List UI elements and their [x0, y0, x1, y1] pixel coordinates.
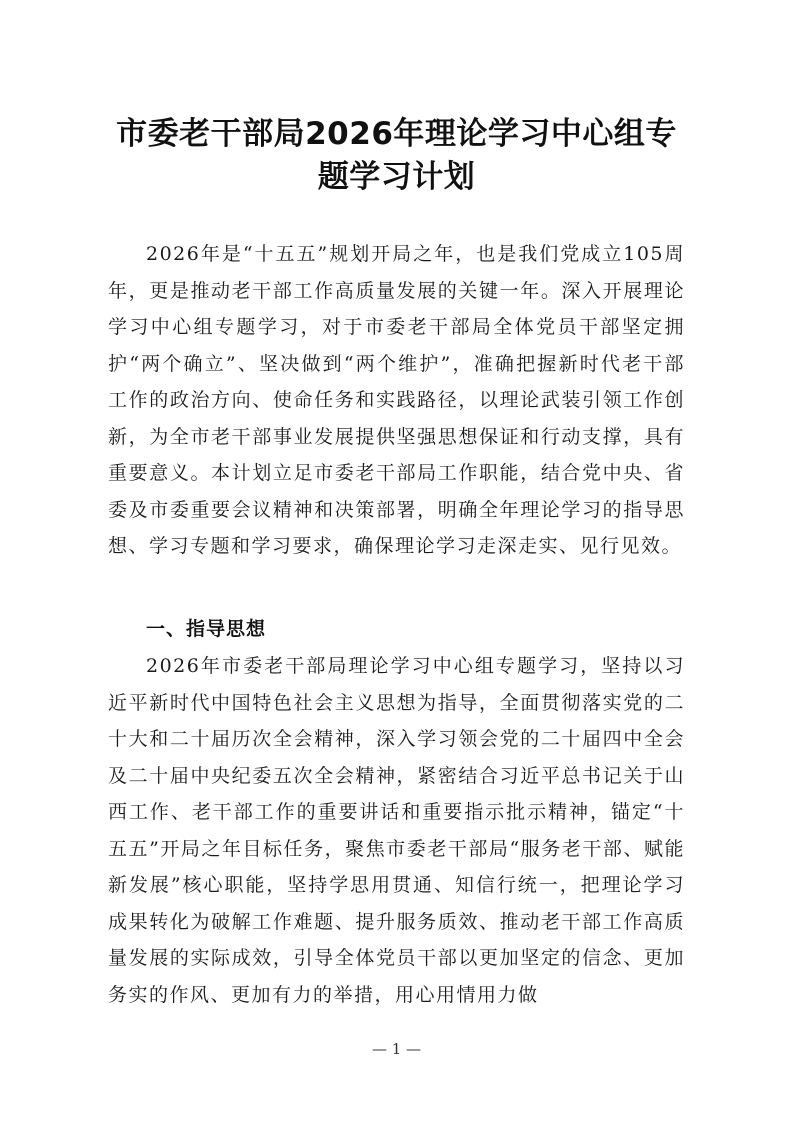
intro-paragraph: 2026年是“十五五”规划开局之年，也是我们党成立105周年，更是推动老干部工作高质量发展的关键一年。深入开展理论学习中心组专题学习，对于市委老干部局全体党员干部坚定拥护“两个确立”、坚决做到“两个维护”，准确把握新时代老干部工作的政治方向、使命任务和实践路径，以理论武装引领工作创新，为全市老干部事业发展提供坚强思想保证和行动支撑，具有重要意义。本计划立足市委老干部局工作职能，结合党中央、省委及市委重要会议精神和决策部署，明确全年理论学习的指导思想、学习专题和学习要求，确保理论学习走深走实、见行见效。 [108, 243, 685, 557]
document-title: 市委老干部局2026年理论学习中心组专题学习计划 [116, 116, 677, 195]
section-heading-guiding-ideology: 一、指导思想 [146, 618, 267, 640]
page-number: — 1 — [371, 1040, 422, 1058]
guiding-ideology-paragraph: 2026年市委老干部局理论学习中心组专题学习，坚持以习近平新时代中国特色社会主义思想为指导，全面贯彻落实党的二十大和二十届历次全会精神，深入学习领会党的二十届四中全会及二十届中央纪委五次全会精神，紧密结合习近平总书记关于山西工作、老干部工作的重要讲话和重要指示批示精神，锚定“十五五”开局之年目标任务，聚焦市委老干部局“服务老干部、赋能新发展”核心职能，坚持学思用贯通、知信行统一，把理论学习成果转化为破解工作难题、提升服务质效、推动老干部工作高质量发展的实际成效，引导全体党员干部以更加坚定的信念、更加务实的作风、更加有力的举措，用心用情用力做 [108, 655, 685, 1006]
